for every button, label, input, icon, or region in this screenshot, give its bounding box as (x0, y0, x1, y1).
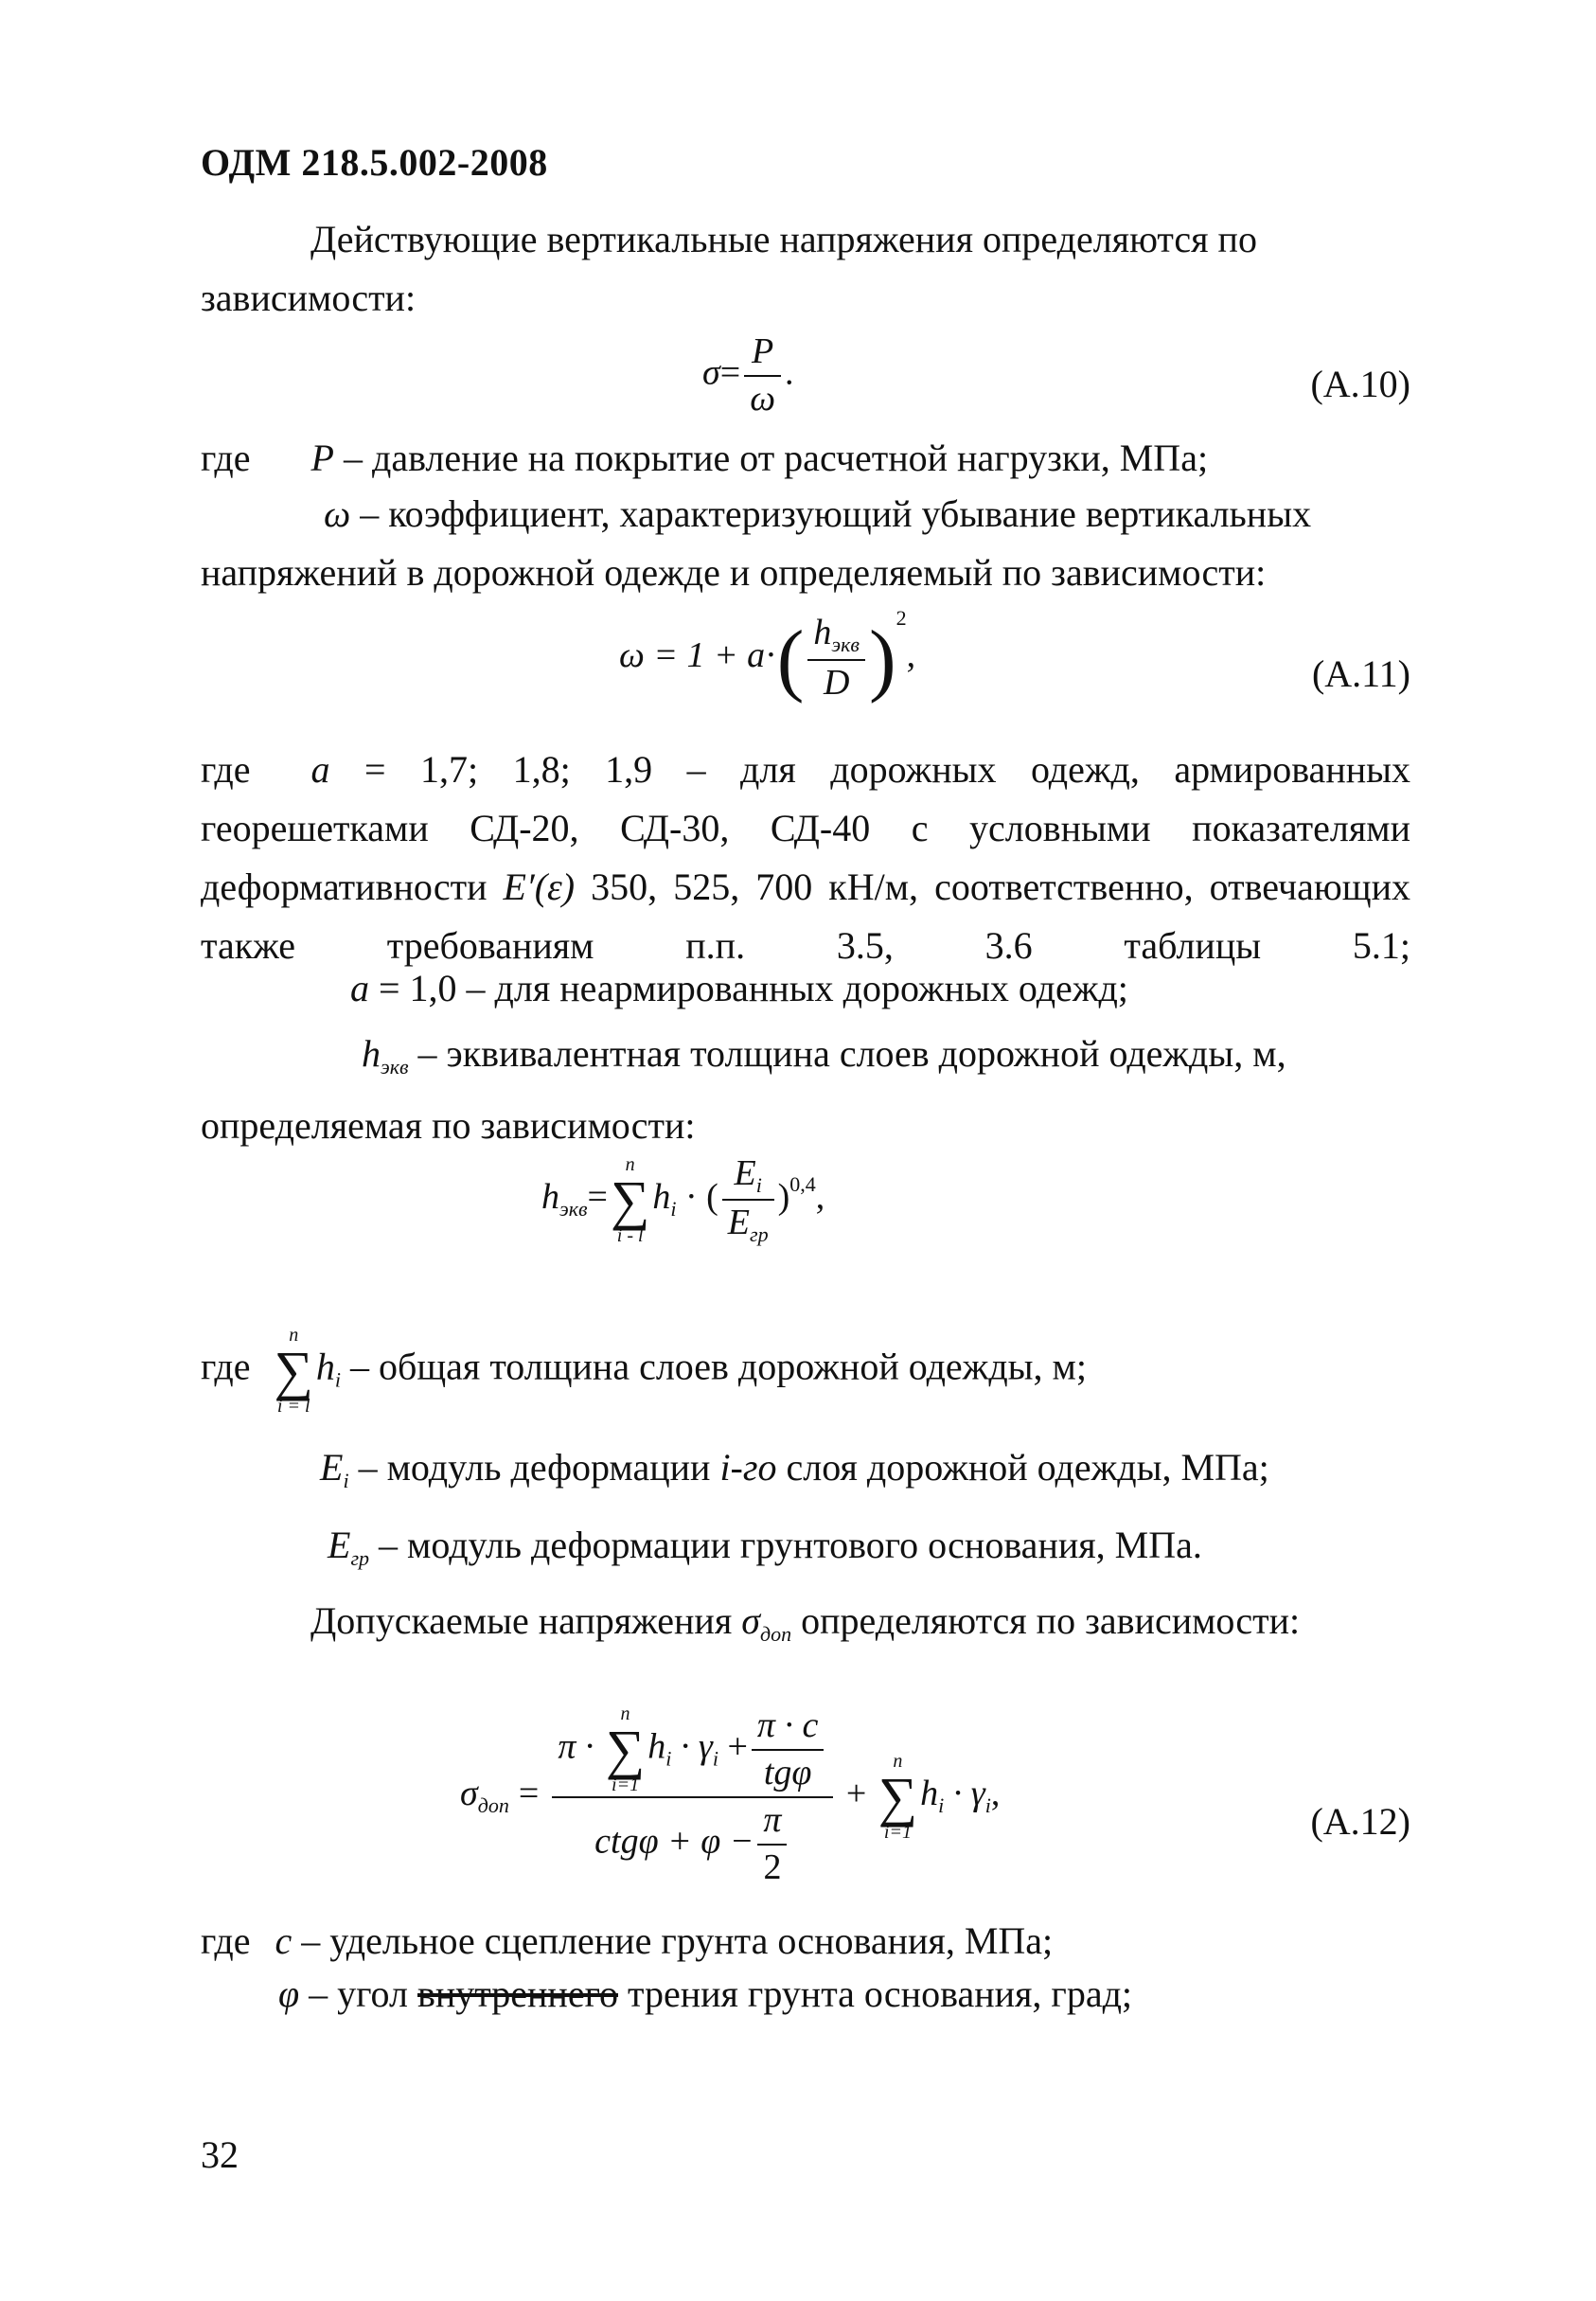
sum-symbol: n ∑ i - l (610, 1153, 650, 1246)
definition-omega: ω – коэффициент, характеризующий убывание вертикальных напряжений в дорожной одежде и определяемый по зависимости: (201, 492, 1312, 594)
formula-h-equivalent: $h_{экв}=$ n ∑ i - l $h_i$ · ( $\frac{E_i}{E_{гр}}$ )$^{0,4}$, (541, 1153, 825, 1247)
formula-a11: ω = 1 + a·( $\frac{h_{экв}}{D}$ )$^2$, (619, 606, 916, 705)
definition-c: где c – удельное сцепление грунта основания, МПа; (201, 1919, 1054, 1962)
main-fraction: π · n ∑ i=1 $h_i \cdot \gamma_i$ + $\frac{\pi \cdot c}{\text{tgφ}}$ ctgφ + φ − $\frac{\pi}{2}$ (552, 1704, 833, 1888)
page-number: 32 (201, 2133, 239, 2176)
definition-a-reinforced: где a = 1,7; 1,8; 1,9 – для дорожных одежд, армированных георешетками СД-20, СД-30, СД-40 с условными показателями деформативности E′(ε) 350, 525, 700 кН/м, соответственно, отвечающих также требованиям п.п. 3.5, 3.6 таблицы 5.1; (201, 748, 1410, 967)
equation-number-a11: (А.11) (1311, 652, 1410, 695)
equation-number-a12: (А.12) (1310, 1800, 1410, 1843)
definition-p: где P – давление на покрытие от расчетной нагрузки, МПа; (201, 437, 1209, 479)
definition-sum-h: где n ∑ i = l $h_i$ – общая толщина слоев дорожной одежды, м; (201, 1325, 1087, 1418)
formula-a10: σ= $\frac{P}{\omega}$ . (702, 331, 794, 419)
paragraph-allowable-stress: Допускаемые напряжения $\sigma_{доп}$ определяются по зависимости: (310, 1599, 1301, 1646)
definition-a-unreinforced: a = 1,0 – для неармированных дорожных одежд; (350, 967, 1128, 1009)
definition-phi: φ – угол внутреннего трения грунта основания, град; (278, 1972, 1133, 2015)
definition-e-i: $E_i$ – модуль деформации i-го слоя дорожной одежды, МПа; (320, 1446, 1269, 1492)
formula-a12: $\sigma_{доп}$ = π · n ∑ i=1 $h_i \cdot \gamma_i$ + $\frac{\pi \cdot c}{\text{tgφ}}$ ctgφ + φ − $\frac{\pi}{2}$ + n ∑ i=1 $h_i \cdot \gamma_i$, (460, 1703, 1001, 1887)
paragraph-stress-intro: Действующие вертикальные напряжения определяются по зависимости: (201, 218, 1257, 319)
equation-number-a10: (А.10) (1310, 363, 1410, 405)
definition-e-gr: $E_{гр}$ – модуль деформации грунтового основания, МПа. (328, 1524, 1202, 1570)
document-code: ОДМ 218.5.002-2008 (201, 141, 548, 184)
definition-h-equivalent: $h_{экв}$ – эквивалентная толщина слоев дорожной одежды, м, определяемая по зависимости: (201, 1032, 1286, 1147)
